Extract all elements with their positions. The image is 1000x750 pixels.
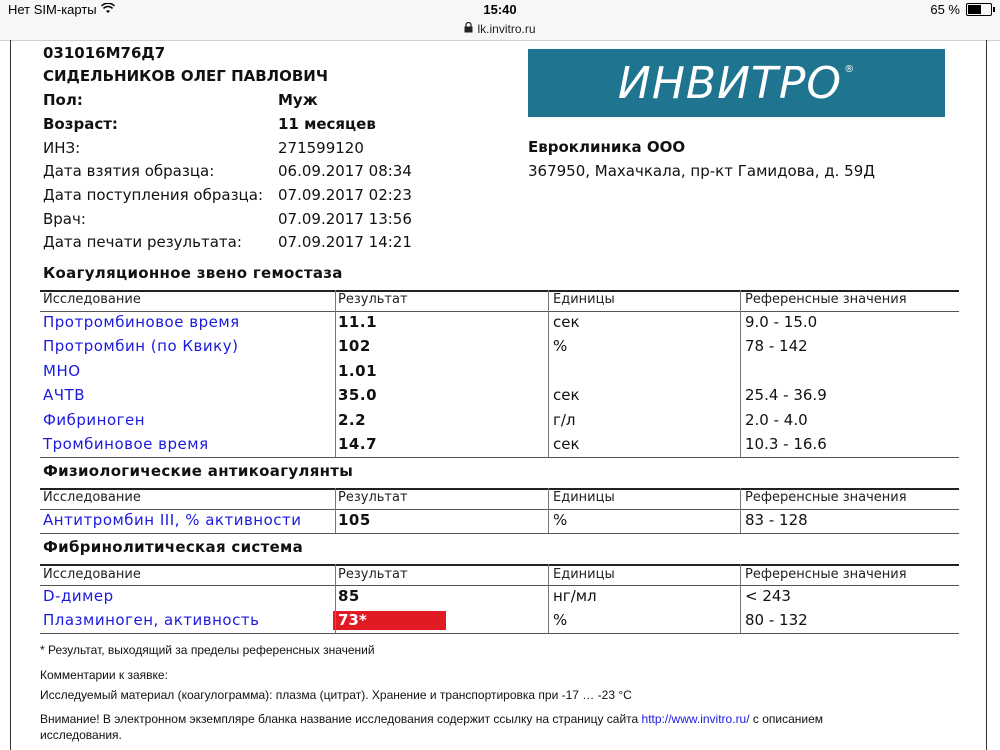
test-name-link[interactable]: D-димер	[43, 587, 114, 605]
table-bottom-rule	[40, 633, 959, 634]
units-value: сек	[553, 313, 580, 331]
field-label: ИНЗ:	[43, 139, 81, 157]
header-test: Исследование	[43, 490, 141, 505]
field-label: Дата взятия образца:	[43, 162, 215, 180]
column-divider	[548, 564, 549, 633]
header-units: Единицы	[553, 490, 615, 505]
result-value: 102	[338, 337, 371, 356]
result-value: 14.7	[338, 435, 378, 453]
table-bottom-rule	[40, 533, 959, 534]
warning-suffix: с описанием	[749, 712, 824, 726]
header-units: Единицы	[553, 292, 615, 307]
url-text[interactable]: lk.invitro.ru	[477, 22, 536, 36]
reference-value: 80 - 132	[745, 611, 808, 630]
units-value: сек	[553, 435, 580, 453]
column-divider	[335, 290, 336, 457]
invitro-logo	[528, 49, 945, 117]
warning-prefix: Внимание! В электронном экземпляре бланка название исследования содержит ссылку на страницу сайта	[40, 712, 642, 726]
header-reference: Референсные значения	[745, 292, 907, 307]
logo-text: ИНВИТРО	[617, 57, 843, 109]
units-value: г/л	[553, 410, 576, 429]
result-value: 73*	[338, 611, 367, 630]
column-divider	[740, 564, 741, 633]
result-value: 2.2	[338, 410, 367, 429]
registered-mark: ®	[844, 63, 856, 75]
table-row	[0, 362, 1000, 386]
test-name-link[interactable]: АЧТВ	[43, 386, 85, 405]
patient-name: СИДЕЛЬНИКОВ ОЛЕГ ПАВЛОВИЧ	[43, 67, 328, 85]
field-value: 06.09.2017 08:34	[278, 162, 412, 180]
carrier-label: Нет SIM-карты	[8, 2, 97, 17]
field-label: Возраст:	[43, 115, 118, 133]
test-name-link[interactable]: Антитромбин III, % активности	[43, 511, 302, 529]
footnote: * Результат, выходящий за пределы референсных значений	[40, 643, 375, 657]
reference-value: 2.0 - 4.0	[745, 410, 808, 429]
test-name-link[interactable]: Плазминоген, активность	[43, 611, 260, 630]
column-divider	[335, 564, 336, 633]
field-value: 271599120	[278, 139, 364, 157]
header-rule	[40, 585, 959, 586]
test-name-link[interactable]: Протромбиновое время	[43, 313, 240, 331]
units-value: %	[553, 511, 568, 529]
test-name-link[interactable]: МНО	[43, 361, 81, 380]
field-label: Врач:	[43, 210, 86, 228]
column-divider	[335, 488, 336, 533]
header-test: Исследование	[43, 567, 141, 582]
clinic-name: Евроклиника ООО	[528, 138, 686, 156]
result-value: 85	[338, 587, 360, 605]
field-value: Муж	[278, 91, 318, 109]
field-value: 07.09.2017 13:56	[278, 210, 412, 228]
units-value: %	[553, 611, 568, 630]
column-divider	[740, 290, 741, 457]
field-value: 11 месяцев	[278, 115, 376, 133]
header-result: Результат	[338, 490, 408, 505]
section-title: Коагуляционное звено гемостаза	[43, 264, 343, 282]
test-name-link[interactable]: Фибриноген	[43, 410, 146, 429]
field-label: Пол:	[43, 91, 83, 109]
column-divider	[548, 488, 549, 533]
table-bottom-rule	[40, 457, 959, 458]
out-of-range-flag	[333, 611, 446, 630]
section-title: Физиологические антикоагулянты	[43, 462, 354, 480]
table-row	[0, 435, 1000, 459]
column-divider	[548, 290, 549, 457]
reference-value: 10.3 - 16.6	[745, 435, 827, 453]
test-name-link[interactable]: Тромбиновое время	[43, 435, 209, 453]
invitro-site-link[interactable]: http://www.invitro.ru/	[641, 712, 750, 726]
header-result: Результат	[338, 292, 408, 307]
reference-value: 25.4 - 36.9	[745, 386, 827, 405]
table-top-rule	[40, 564, 959, 566]
result-value: 105	[338, 511, 371, 529]
warning-text-line2: исследования.	[40, 728, 122, 742]
result-value: 11.1	[338, 313, 378, 331]
header-reference: Референсные значения	[745, 567, 907, 582]
table-row	[0, 511, 1000, 535]
units-value: сек	[553, 386, 580, 405]
table-row	[0, 337, 1000, 361]
section-title: Фибринолитическая система	[43, 538, 304, 556]
header-units: Единицы	[553, 567, 615, 582]
table-row	[0, 386, 1000, 410]
table-row	[0, 411, 1000, 435]
reference-value: < 243	[745, 587, 791, 605]
warning-text	[40, 712, 823, 726]
order-id: 031016М76Д7	[43, 44, 166, 62]
battery-percent: 65 %	[930, 2, 960, 17]
column-divider	[740, 488, 741, 533]
units-value: нг/мл	[553, 587, 597, 605]
comment-text: Исследуемый материал (коагулограмма): плазма (цитрат). Хранение и транспортировка при -17 … -23 °С	[40, 688, 632, 702]
field-value: 07.09.2017 14:21	[278, 233, 412, 251]
test-name-link[interactable]: Протромбин (по Квику)	[43, 337, 239, 356]
header-rule	[40, 509, 959, 510]
table-row	[0, 313, 1000, 337]
comments-title: Комментарии к заявке:	[40, 668, 168, 682]
table-row	[0, 611, 1000, 635]
header-rule	[40, 311, 959, 312]
field-label: Дата поступления образца:	[43, 186, 263, 204]
header-result: Результат	[338, 567, 408, 582]
clinic-address: 367950, Махачкала, пр-кт Гамидова, д. 59Д	[528, 162, 875, 180]
field-label: Дата печати результата:	[43, 233, 242, 251]
reference-value: 83 - 128	[745, 511, 808, 529]
units-value: %	[553, 337, 568, 356]
result-value: 1.01	[338, 361, 378, 380]
clock: 15:40	[483, 2, 517, 17]
field-value: 07.09.2017 02:23	[278, 186, 412, 204]
result-value: 35.0	[338, 386, 378, 405]
header-reference: Референсные значения	[745, 490, 907, 505]
table-row	[0, 587, 1000, 611]
reference-value: 78 - 142	[745, 337, 808, 356]
header-test: Исследование	[43, 292, 141, 307]
reference-value: 9.0 - 15.0	[745, 313, 818, 331]
